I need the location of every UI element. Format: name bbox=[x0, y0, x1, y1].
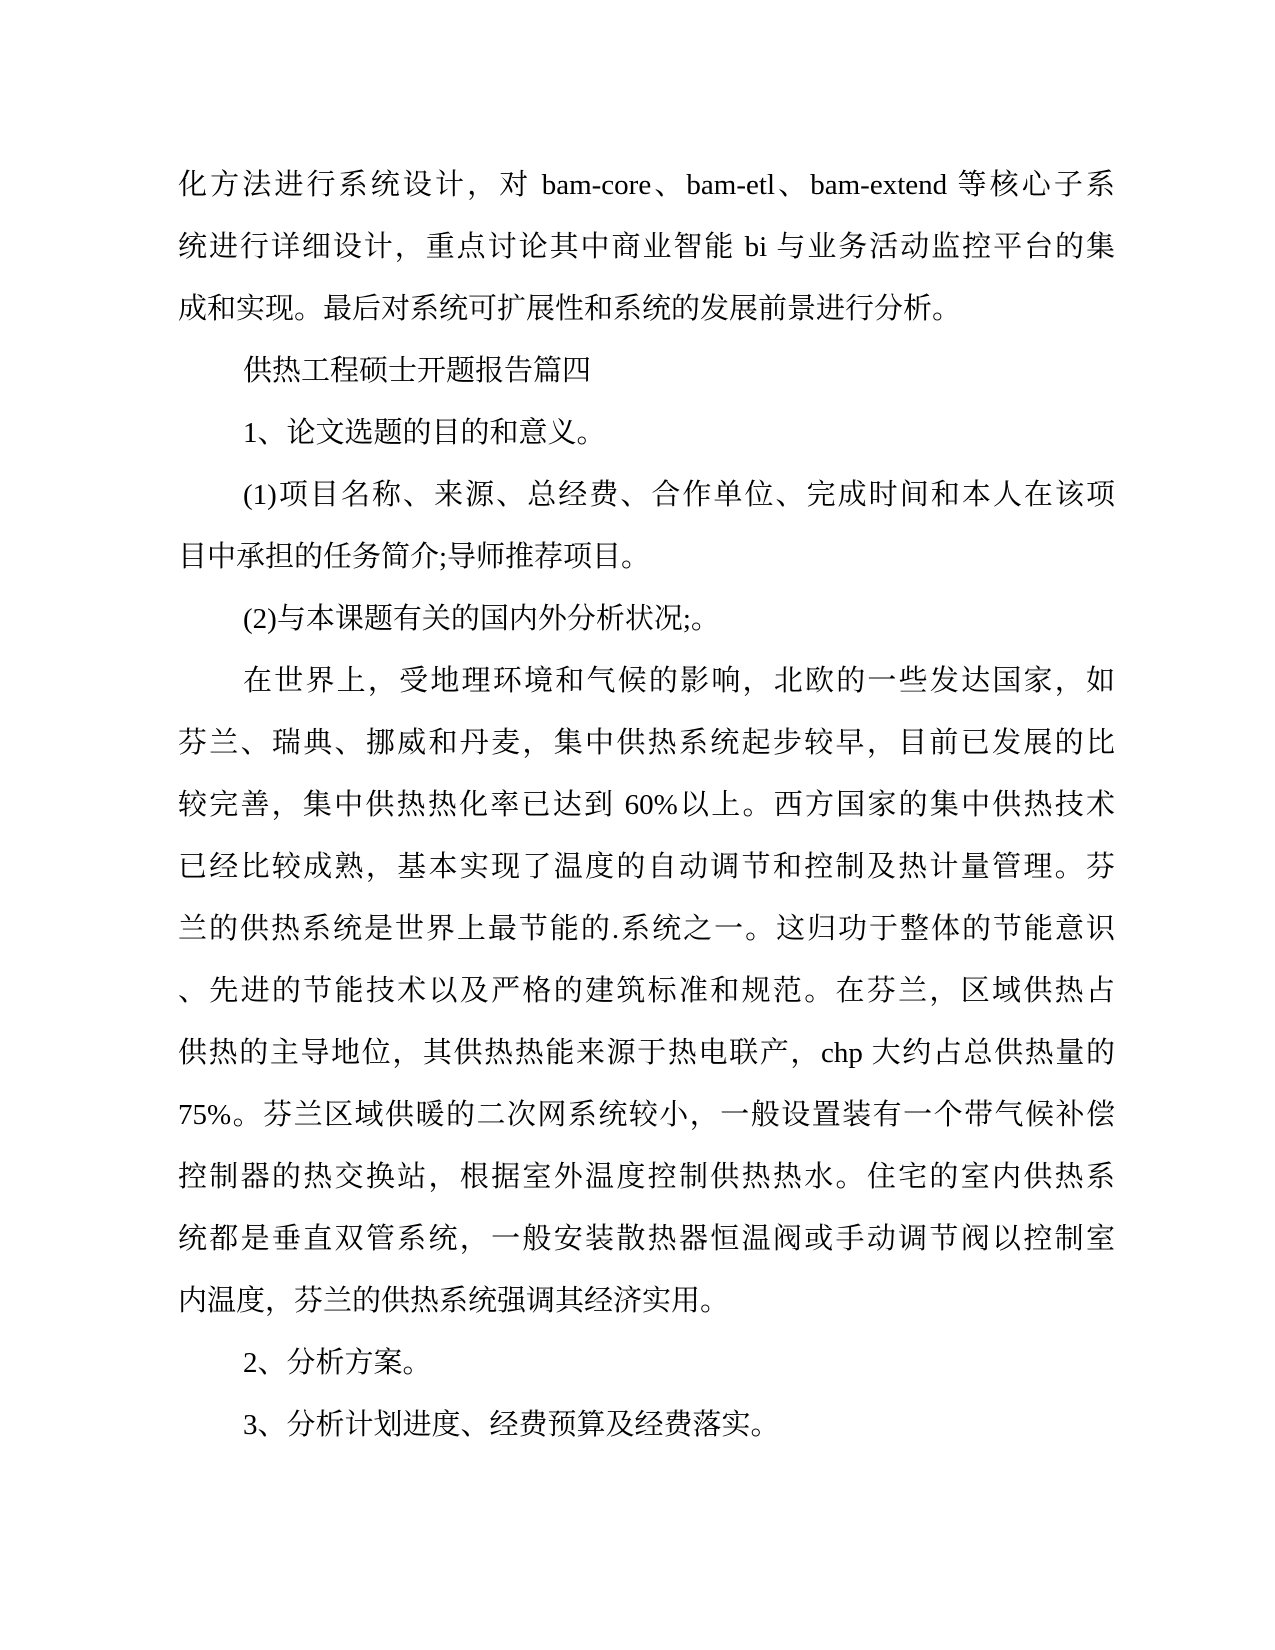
document-body bbox=[178, 154, 1115, 1456]
text-line: 1、论文选题的目的和意义。 bbox=[243, 417, 606, 449]
text-line: 兰的供热系统是世界上最节能的.系统之一。这归功于整体的节能意识 bbox=[178, 913, 1115, 945]
text-line: 3、分析计划进度、经费预算及经费落实。 bbox=[243, 1409, 780, 1441]
text-line: 目中承担的任务简介;导师推荐项目。 bbox=[178, 541, 651, 573]
text-line: 供热的主导地位，其供热热能来源于热电联产，chp 大约占总供热量的 bbox=[178, 1037, 1115, 1069]
text-line: 控制器的热交换站，根据室外温度控制供热热水。住宅的室内供热系 bbox=[178, 1161, 1115, 1193]
text-line: 已经比较成熟，基本实现了温度的自动调节和控制及热计量管理。芬 bbox=[178, 851, 1115, 883]
text-line: 在世界上，受地理环境和气候的影响，北欧的一些发达国家，如 bbox=[243, 665, 1115, 697]
text-line: 成和实现。最后对系统可扩展性和系统的发展前景进行分析。 bbox=[178, 293, 962, 325]
text-line: 75%。芬兰区域供暖的二次网系统较小，一般设置装有一个带气候补偿 bbox=[178, 1099, 1115, 1131]
document-page bbox=[178, 154, 1115, 1456]
text-line: 供热工程硕士开题报告篇四 bbox=[243, 355, 592, 387]
text-line: (1)项目名称、来源、总经费、合作单位、完成时间和本人在该项 bbox=[243, 479, 1115, 511]
text-line: 、先进的节能技术以及严格的建筑标准和规范。在芬兰，区域供热占 bbox=[178, 975, 1115, 1007]
text-line: 芬兰、瑞典、挪威和丹麦，集中供热系统起步较早，目前已发展的比 bbox=[178, 727, 1115, 759]
text-line: 统都是垂直双管系统，一般安装散热器恒温阀或手动调节阀以控制室 bbox=[178, 1223, 1115, 1255]
text-line: 2、分析方案。 bbox=[243, 1347, 432, 1379]
text-line: 内温度，芬兰的供热系统强调其经济实用。 bbox=[178, 1285, 730, 1317]
text-line: 化方法进行系统设计，对 bam-core、bam-etl、bam-extend 等核心子系 bbox=[178, 169, 1115, 201]
text-line: (2)与本课题有关的国内外分析状况;。 bbox=[243, 603, 720, 635]
text-line: 较完善，集中供热热化率已达到 60%以上。西方国家的集中供热技术 bbox=[178, 789, 1115, 821]
text-line: 统进行详细设计，重点讨论其中商业智能 bi 与业务活动监控平台的集 bbox=[178, 231, 1115, 263]
